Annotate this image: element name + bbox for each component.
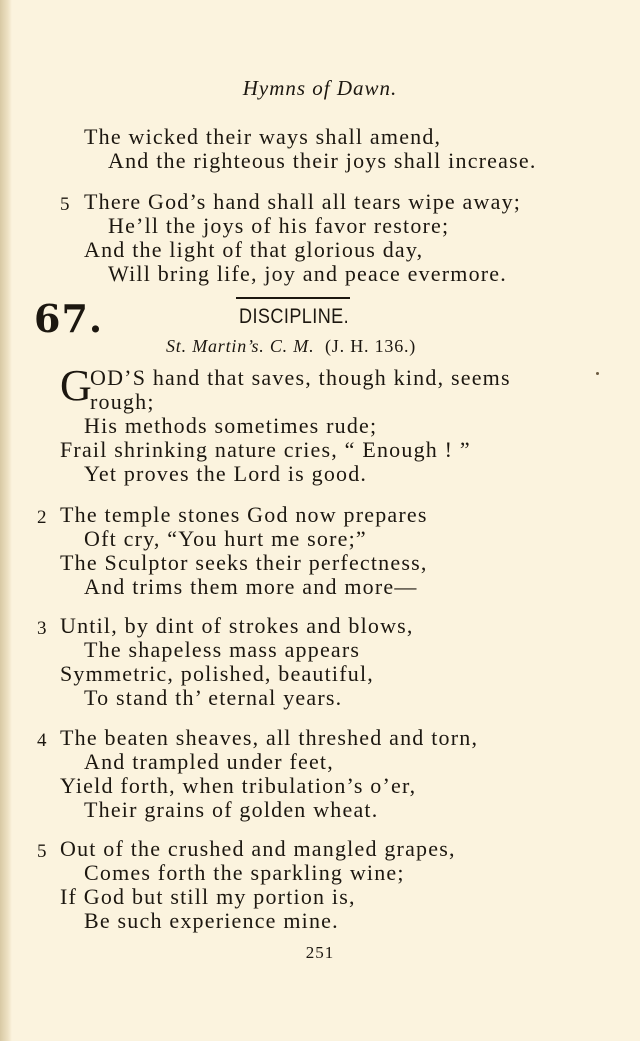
verse-line: The shapeless mass appears xyxy=(84,637,361,662)
print-speck xyxy=(596,372,599,375)
verse-line: Oft cry, “You hurt me sore;” xyxy=(84,526,367,551)
stanza-number: 2 xyxy=(37,507,47,528)
verse-line: And the light of that glorious day, xyxy=(84,237,424,262)
stanza-number: 5 xyxy=(60,194,70,215)
page-gutter-shadow xyxy=(0,0,12,1041)
verse-line: Be such experience mine. xyxy=(84,908,339,933)
verse-line: Yield forth, when tribulation’s o’er, xyxy=(60,773,417,798)
hymn-title: DISCIPLINE. xyxy=(239,305,350,328)
hymn-number: 67. xyxy=(34,296,104,341)
verse-line: Their grains of golden wheat. xyxy=(84,797,379,822)
verse-line: Until, by dint of strokes and blows, xyxy=(60,613,414,638)
tune-name: St. Martin’s. C. M. xyxy=(166,336,315,356)
verse-line: Yet proves the Lord is good. xyxy=(84,461,368,486)
verse-line: And trims them more and more— xyxy=(84,574,418,599)
verse-line: Symmetric, polished, beautiful, xyxy=(60,661,374,686)
verse-line: The temple stones God now prepares xyxy=(60,502,428,527)
tune-reference: (J. H. 136.) xyxy=(325,336,417,356)
verse-line: If God but still my portion is, xyxy=(60,884,356,909)
running-header: Hymns of Dawn. xyxy=(242,76,398,100)
verse-line: The beaten sheaves, all threshed and torn, xyxy=(60,725,479,750)
verse-line: Frail shrinking nature cries, “ Enough ! ” xyxy=(60,437,471,462)
verse-line: The Sculptor seeks their perfectness, xyxy=(60,550,428,575)
stanza-number: 3 xyxy=(37,618,47,639)
verse-line: He’ll the joys of his favor restore; xyxy=(108,213,450,238)
verse-line: To stand th’ eternal years. xyxy=(84,685,343,710)
title-rule xyxy=(236,297,350,299)
tune-line xyxy=(166,336,416,357)
stanza-number: 4 xyxy=(37,730,47,751)
verse-line: Will bring life, joy and peace evermore. xyxy=(108,261,507,286)
verse-line: His methods sometimes rude; xyxy=(84,413,378,438)
verse-line: And trampled under feet, xyxy=(84,749,334,774)
stanza-number: 5 xyxy=(37,841,47,862)
verse-line: Out of the crushed and mangled grapes, xyxy=(60,836,456,861)
verse-line: And the righteous their joys shall increase. xyxy=(108,148,537,173)
drop-cap: G xyxy=(60,361,92,410)
verse-line: rough; xyxy=(90,389,155,414)
verse-line: Comes forth the sparkling wine; xyxy=(84,860,405,885)
verse-line: There God’s hand shall all tears wipe away; xyxy=(84,189,522,214)
page-number: 251 xyxy=(305,943,335,962)
verse-line: The wicked their ways shall amend, xyxy=(84,124,442,149)
verse-line: OD’S hand that saves, though kind, seems xyxy=(90,365,511,390)
